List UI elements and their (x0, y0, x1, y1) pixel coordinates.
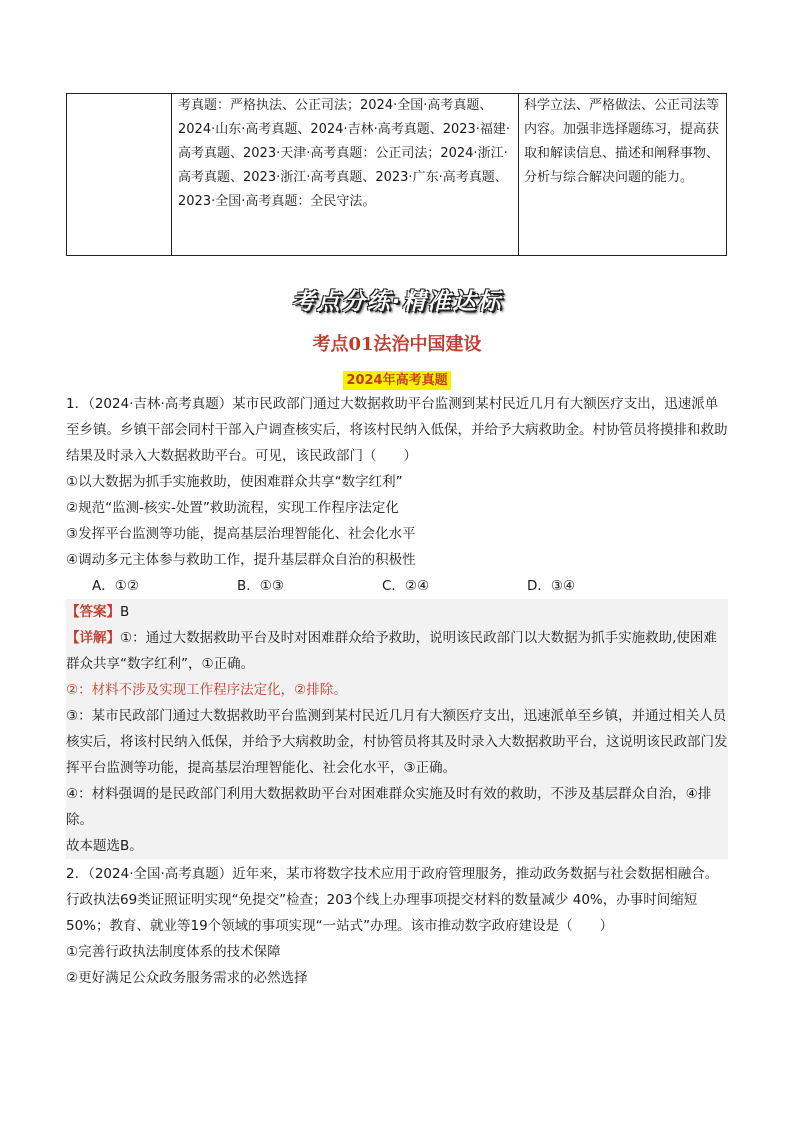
q1-stem: 1．（2024·吉林·高考真题）某市民政部门通过大数据救助平台监测到某村民近几月有大额医疗支出，迅速派单至乡镇。乡镇干部会同村干部入户调查核实后，将该村民纳入低保，并给予大病救助金。村协管员将摸排和救助结果及时录入大数据救助平台。可见，该民政部门（ ） (66, 396, 728, 464)
q1-detail-1: 【详解】①：通过大数据救助平台及时对困难群众给予救助，说明该民政部门以大数据为抓手实施救助,使困难群众共享“数字红利”，①正确。 (66, 630, 717, 672)
q1-item-1: ①以大数据为抓手实施救助，使困难群众共享“数字红利” (66, 474, 403, 490)
year-tag: 2024年高考真题 (343, 371, 450, 390)
q1-detail-2: ②：材料不涉及实现工作程序法定化，②排除。 (66, 682, 347, 698)
questions-body (66, 391, 728, 991)
table-cell-empty (67, 94, 172, 256)
q1-analysis (66, 599, 728, 859)
detail-label: 【详解】 (66, 630, 120, 646)
q1-item-4: ④调动多元主体参与救助工作，提升基层群众自治的积极性 (66, 552, 416, 568)
exam-list-text: 考真题：严格执法、公正司法；2024·全国·高考真题、2024·山东·高考真题、2024·吉林·高考真题、2023·福建·高考真题、2023·天津·高考真题：公正司法；2024·浙江·高考真题、2023·浙江·高考真题、2023·广东·高考真题、2023·全国·高考真题：全民守法。 (178, 98, 511, 209)
q1-options (92, 573, 728, 599)
study-advice-text: 科学立法、严格做法、公正司法等内容。加强非选择题练习，提高获取和解读信息、描述和阐释事物、分析与综合解决问题的能力。 (524, 98, 720, 185)
table-cell-study-advice (519, 94, 727, 256)
answer-value: B (120, 604, 130, 620)
exam-overview-table (66, 93, 727, 256)
q1-option-b: B．①③ (237, 578, 284, 594)
q1-conclusion: 故本题选B。 (66, 838, 143, 854)
q1-option-d: D．③④ (527, 578, 576, 594)
answer-label: 【答案】 (66, 604, 120, 620)
q1-option-a: A．①② (92, 578, 139, 594)
q1-answer (66, 599, 728, 625)
q1-item-3: ③发挥平台监测等功能，提高基层治理智能化、社会化水平 (66, 526, 416, 542)
q2-item-1: ①完善行政执法制度体系的技术保障 (66, 944, 281, 960)
q1-option-c: C．②④ (382, 578, 430, 594)
year-tag-wrap (0, 369, 794, 390)
section-title: 考点01法治中国建设 (312, 334, 482, 355)
q2-stem: 2．（2024·全国·高考真题）近年来，某市将数字技术应用于政府管理服务，推动政务数据与社会数据相融合。行政执法69类证照证明实现“免提交”检查；203个线上办理事项提交材料的数量减少 40%，办事时间缩短 50%；教育、就业等19个领域的事项实现“一站式”办理。该市推动数字政府建设是（ ） (66, 866, 719, 934)
banner-text: 考点分练·精准达标 (291, 289, 503, 315)
q2-item-2: ②更好满足公众政务服务需求的必然选择 (66, 970, 308, 986)
q1-detail-3: ③：某市民政部门通过大数据救助平台监测到某村民近几月有大额医疗支出，迅速派单至乡镇，并通过相关人员核实后，将该村民纳入低保，并给予大病救助金，村协管员将其及时录入大数据救助平台，这说明该民政部门发挥平台监测等功能，提高基层治理智能化、社会化水平，③正确。 (66, 708, 728, 776)
section-banner (0, 283, 794, 316)
q1-item-2: ②规范“监测-核实-处置”救助流程，实现工作程序法定化 (66, 500, 399, 516)
table-cell-exam-list (172, 94, 519, 256)
q1-detail-4: ④：材料强调的是民政部门利用大数据救助平台对困难群众实施及时有效的救助，不涉及基层群众自治，④排除。 (66, 786, 712, 828)
